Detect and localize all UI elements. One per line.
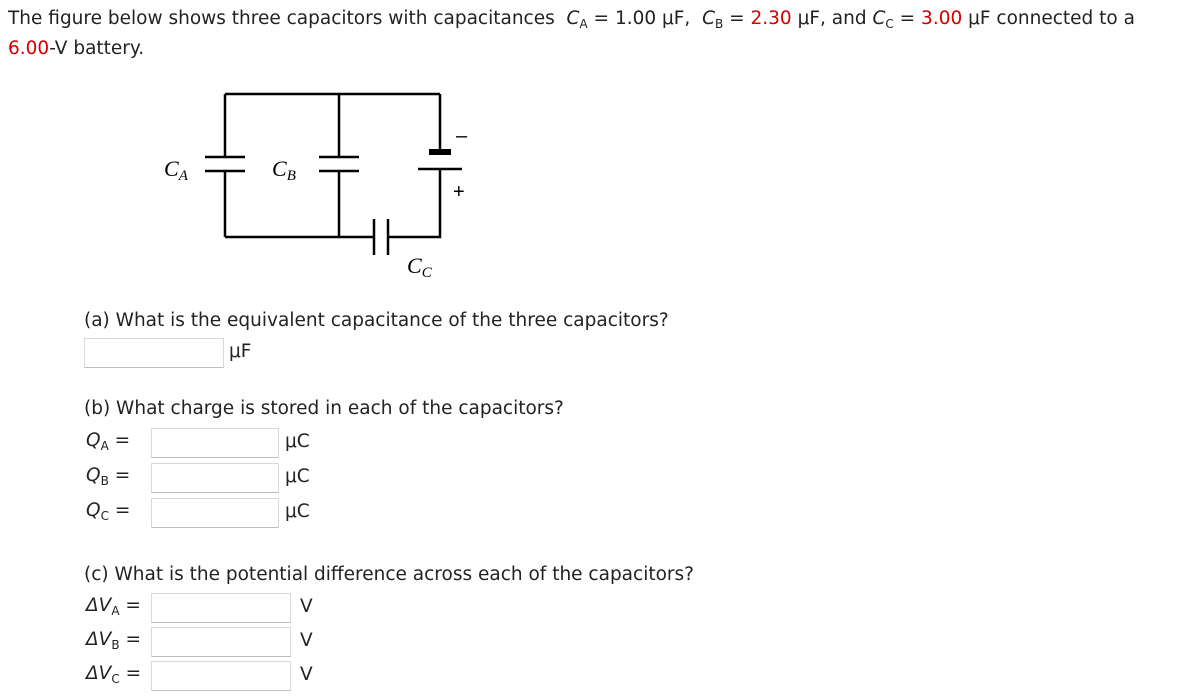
question-a: (a) What is the equivalent capacitance of the three capacitors?: [84, 310, 669, 331]
label-cb: C: [272, 156, 287, 181]
label-cb-sub: B: [286, 168, 296, 184]
qa-label: $Q_A$ =: [86, 430, 131, 453]
unit-dvb: V: [300, 630, 313, 651]
voltage-b-input[interactable]: [151, 627, 291, 657]
voltage-rest: -V battery.: [49, 38, 145, 59]
charge-a-input[interactable]: [151, 428, 279, 458]
voltage-value: 6.00: [8, 38, 50, 59]
battery-short-plate: [429, 149, 451, 155]
voltage-c-input[interactable]: [151, 661, 291, 691]
circuit-diagram: [150, 85, 480, 285]
unit-a: μF: [229, 341, 252, 362]
cb-symbol: C: [702, 8, 715, 29]
svg-text:CA: [164, 156, 189, 184]
ca-value: 1.00 μF,: [614, 8, 691, 29]
cb-value: 2.30: [750, 8, 792, 29]
ca-symbol: C: [566, 8, 580, 29]
cc-equals: =: [893, 8, 922, 29]
label-ca-sub: A: [178, 168, 188, 184]
cc-symbol: C: [872, 8, 886, 29]
cb-unit: μF,: [791, 8, 826, 29]
dvc-label: $\Delta V_C$ =: [86, 663, 142, 686]
label-cc: C: [407, 253, 422, 278]
charge-b-input[interactable]: [151, 463, 279, 493]
svg-text:CB: [272, 156, 296, 184]
unit-dvc: V: [300, 664, 313, 685]
cb-equals: =: [723, 8, 751, 29]
unit-qc: μC: [285, 501, 310, 522]
plus-sign: +: [453, 181, 465, 203]
cc-subscript: C: [885, 17, 894, 31]
bottom-wire: [225, 227, 440, 237]
unit-qa: μC: [285, 431, 310, 452]
intro-text: The figure below shows three capacitors with capacitances: [8, 8, 555, 29]
qc-label: $Q_C$ =: [86, 500, 131, 523]
unit-qb: μC: [285, 466, 310, 487]
and-text: and: [825, 8, 873, 29]
label-ca: C: [164, 156, 179, 181]
qb-label: $Q_B$ =: [86, 465, 131, 488]
cc-value: 3.00: [921, 8, 963, 29]
cb-subscript: B: [715, 17, 724, 31]
label-cc-sub: C: [421, 265, 432, 281]
equivalent-capacitance-input[interactable]: [84, 338, 224, 368]
problem-statement: [8, 4, 1192, 64]
dvb-label: $\Delta V_B$ =: [86, 629, 141, 652]
svg-text:CC: [407, 253, 433, 281]
cc-unit: μF: [962, 8, 991, 29]
voltage-a-input[interactable]: [151, 593, 291, 623]
question-c: (c) What is the potential difference across each of the capacitors?: [84, 564, 694, 585]
unit-dva: V: [300, 596, 313, 617]
ca-equals: =: [587, 8, 615, 29]
charge-c-input[interactable]: [151, 498, 279, 528]
dva-label: $\Delta V_A$ =: [86, 595, 141, 618]
ca-subscript: A: [579, 17, 588, 31]
connected-text: connected to a: [990, 8, 1135, 29]
minus-sign: –: [456, 125, 468, 147]
question-b: (b) What charge is stored in each of the capacitors?: [84, 398, 564, 419]
